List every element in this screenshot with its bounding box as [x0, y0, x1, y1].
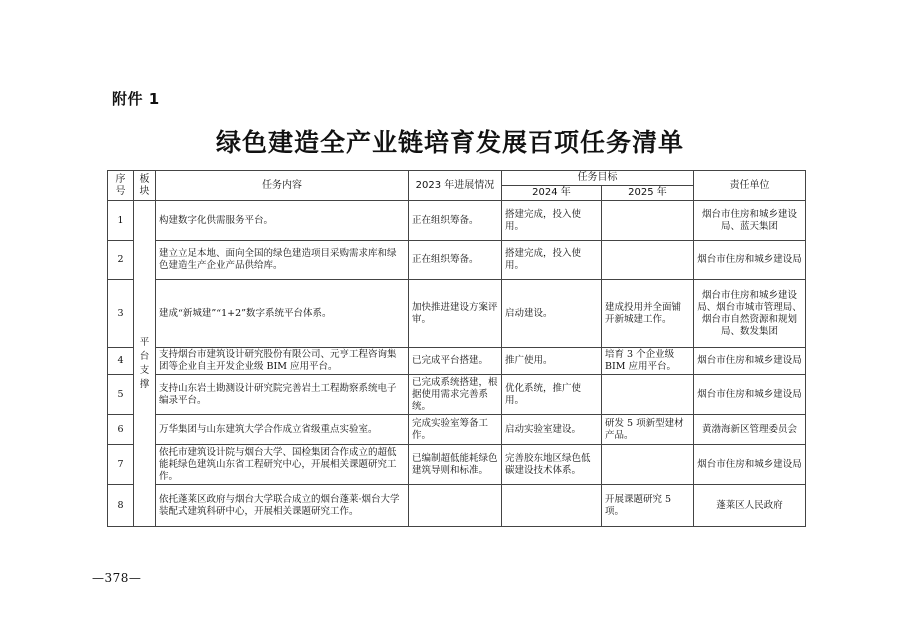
task-progress: 已完成平台搭建。 [409, 348, 502, 375]
responsible-unit: 烟台市住房和城乡建设局、蓝天集团 [694, 201, 806, 241]
row-number: 5 [108, 375, 134, 415]
target-2025: 培育 3 个企业级 BIM 应用平台。 [602, 348, 694, 375]
row-number: 3 [108, 280, 134, 348]
header-unit: 责任单位 [694, 171, 806, 201]
target-2025: 研发 5 项新型建材产品。 [602, 415, 694, 445]
table-row [108, 348, 806, 375]
task-content: 依托蓬莱区政府与烟台大学联合成立的烟台蓬莱·烟台大学装配式建筑科研中心，开展相关课题研究工作。 [156, 485, 409, 527]
header-sector: 板块 [134, 171, 156, 201]
task-progress: 完成实验室筹备工作。 [409, 415, 502, 445]
task-progress [409, 485, 502, 527]
table-row [108, 241, 806, 280]
attachment-label: 附件 1 [112, 90, 160, 108]
task-content: 万华集团与山东建筑大学合作成立省级重点实验室。 [156, 415, 409, 445]
header-target: 任务目标 [502, 171, 694, 186]
target-2025: 开展课题研究 5 项。 [602, 485, 694, 527]
target-2025: 建成投用并全面铺开新城建工作。 [602, 280, 694, 348]
target-2024 [502, 485, 602, 527]
responsible-unit: 烟台市住房和城乡建设局 [694, 348, 806, 375]
target-2024: 搭建完成，投入使用。 [502, 241, 602, 280]
task-content: 支持山东岩土勘测设计研究院完善岩土工程勘察系统电子编录平台。 [156, 375, 409, 415]
table-row [108, 445, 806, 485]
responsible-unit: 烟台市住房和城乡建设局 [694, 241, 806, 280]
page-number: —378— [92, 571, 142, 585]
row-number: 7 [108, 445, 134, 485]
row-number: 1 [108, 201, 134, 241]
target-2024: 启动建设。 [502, 280, 602, 348]
row-number: 2 [108, 241, 134, 280]
target-2024: 完善胶东地区绿色低碳建设技术体系。 [502, 445, 602, 485]
header-2024: 2024 年 [502, 186, 602, 201]
task-progress: 正在组织筹备。 [409, 241, 502, 280]
target-2024: 启动实验室建设。 [502, 415, 602, 445]
task-progress: 正在组织筹备。 [409, 201, 502, 241]
row-number: 8 [108, 485, 134, 527]
task-content: 依托市建筑设计院与烟台大学、国检集团合作成立的超低能耗绿色建筑山东省工程研究中心，开展相关课题研究工作。 [156, 445, 409, 485]
target-2024: 推广使用。 [502, 348, 602, 375]
target-2025 [602, 445, 694, 485]
table-row [108, 485, 806, 527]
target-2025 [602, 375, 694, 415]
responsible-unit: 黄渤海新区管理委员会 [694, 415, 806, 445]
responsible-unit: 烟台市住房和城乡建设局、烟台市城市管理局、烟台市自然资源和规划局、数发集团 [694, 280, 806, 348]
row-number: 4 [108, 348, 134, 375]
task-progress: 已完成系统搭建，根据使用需求完善系统。 [409, 375, 502, 415]
task-content: 建成“新城建”“1+2”数字系统平台体系。 [156, 280, 409, 348]
task-content: 支持烟台市建筑设计研究股份有限公司、元亨工程咨询集团等企业自主开发企业级 BIM 应用平台。 [156, 348, 409, 375]
target-2024: 搭建完成，投入使用。 [502, 201, 602, 241]
table-row [108, 375, 806, 415]
table-row [108, 280, 806, 348]
task-content: 建立立足本地、面向全国的绿色建造项目采购需求库和绿色建造生产企业产品供给库。 [156, 241, 409, 280]
responsible-unit: 蓬莱区人民政府 [694, 485, 806, 527]
table-row [108, 201, 806, 241]
header-2025: 2025 年 [602, 186, 694, 201]
target-2025 [602, 201, 694, 241]
row-number: 6 [108, 415, 134, 445]
task-progress: 已编制超低能耗绿色建筑导则和标准。 [409, 445, 502, 485]
task-content: 构建数字化供需服务平台。 [156, 201, 409, 241]
page-title: 绿色建造全产业链培育发展百项任务清单 [215, 128, 684, 157]
header-seq: 序号 [108, 171, 134, 201]
task-progress: 加快推进建设方案评审。 [409, 280, 502, 348]
task-table [107, 170, 806, 527]
sector-cell [134, 201, 156, 527]
responsible-unit: 烟台市住房和城乡建设局 [694, 445, 806, 485]
table-row [108, 415, 806, 445]
target-2025 [602, 241, 694, 280]
target-2024: 优化系统，推广使用。 [502, 375, 602, 415]
sector-label: 平台支撑 [139, 336, 150, 390]
header-content: 任务内容 [156, 171, 409, 201]
header-progress: 2023 年进展情况 [409, 171, 502, 201]
responsible-unit: 烟台市住房和城乡建设局 [694, 375, 806, 415]
